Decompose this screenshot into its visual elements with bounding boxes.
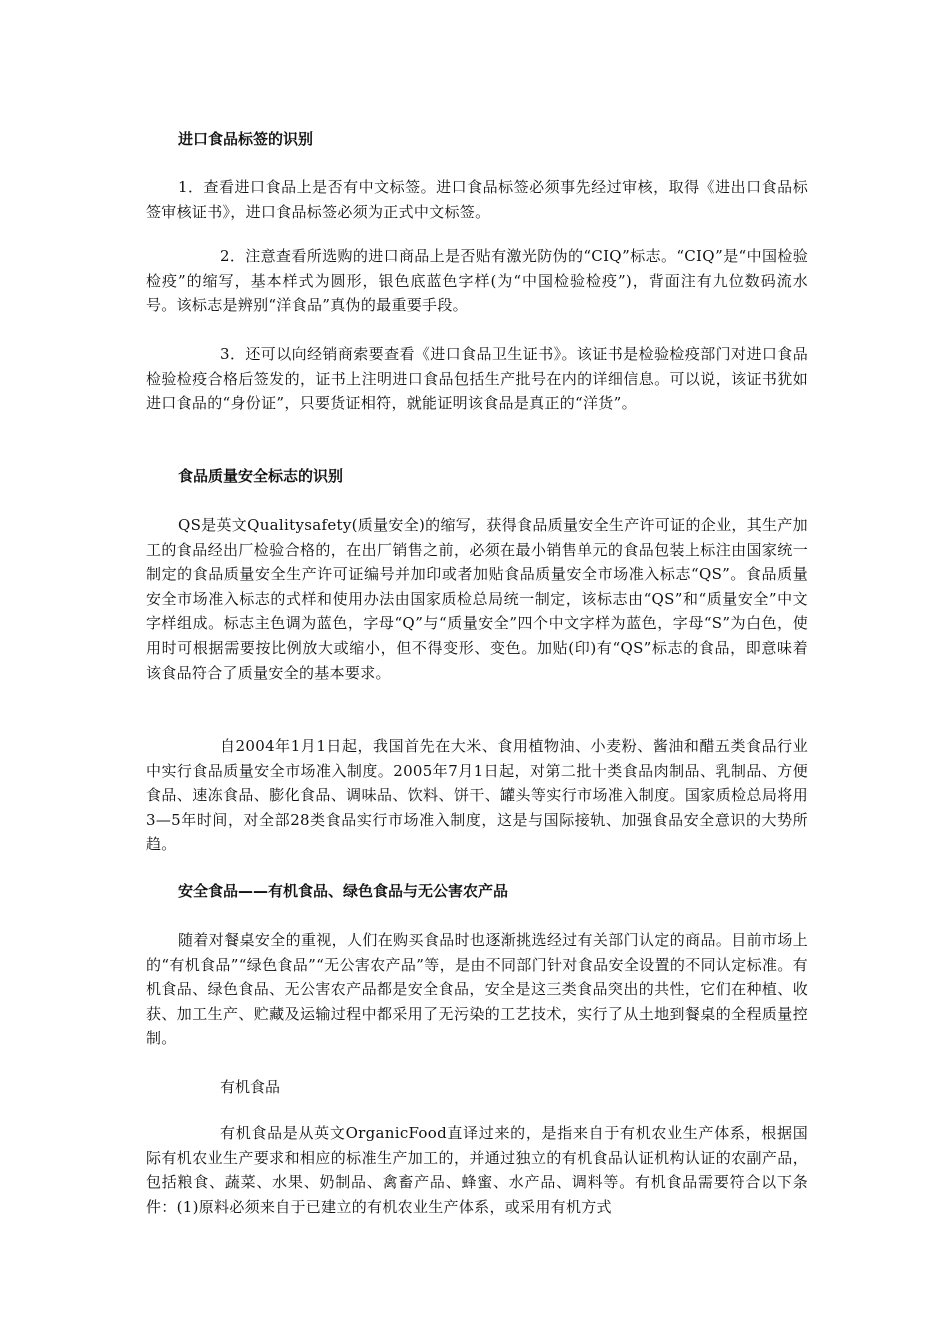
- paragraph-organic-food: 有机食品是从英文OrganicFood直译过来的，是指来自于有机农业生产体系，根据国际有机农业生产要求和相应的标准生产加工的，并通过独立的有机食品认证机构认证的农副产品，包括粮食、蔬菜、水果、奶制品、禽畜产品、蜂蜜、水产品、调料等。有机食品需要符合以下条件：(1)原料必须来自于已建立的有机农业生产体系，或采用有机方式: [146, 1124, 808, 1216]
- paragraph-qs-1: QS是英文Qualitysafety(质量安全)的缩写，获得食品质量安全生产许可证的企业，其生产加工的食品经出厂检验合格的，在出厂销售之前，必须在最小销售单元的食品包装上标注由国家统一制定的食品质量安全生产许可证编号并加印或者加贴食品质量安全市场准入标志“QS”。食品质量安全市场准入标志的式样和使用办法由国家质检总局统一制定，该标志由“QS”和“质量安全”中文字样组成。标志主色调为蓝色，字母“Q”与“质量安全”四个中文字样为蓝色，字母“S”为白色，使用时可根据需要按比例放大或缩小，但不得变形、变色。加贴(印)有“QS”标志的食品，即意味着该食品符合了质量安全的基本要求。: [146, 516, 808, 682]
- section-heading-qs-mark: 食品质量安全标志的识别: [178, 467, 344, 485]
- subheading-organic-food: 有机食品: [220, 1078, 281, 1096]
- paragraph-import-1: 1．查看进口食品上是否有中文标签。进口食品标签必须事先经过审核，取得《进出口食品标签审核证书》，进口食品标签必须为正式中文标签。: [146, 178, 808, 221]
- paragraph-import-3: 3．还可以向经销商索要查看《进口食品卫生证书》。该证书是检验检疫部门对进口食品检验检疫合格后签发的，证书上注明进口食品包括生产批号在内的详细信息。可以说，该证书犹如进口食品的“身份证”，只要货证相符，就能证明该食品是真正的“洋货”。: [146, 345, 808, 413]
- paragraph-qs-2: 自2004年1月1日起，我国首先在大米、食用植物油、小麦粉、酱油和醋五类食品行业中实行食品质量安全市场准入制度。2005年7月1日起，对第二批十类食品肉制品、乳制品、方便食品、速冻食品、膨化食品、调味品、饮料、饼干、罐头等实行市场准入制度。国家质检总局将用3—5年时间，对全部28类食品实行市场准入制度，这是与国际接轨、加强食品安全意识的大势所趋。: [146, 737, 808, 854]
- paragraph-safe-food-1: 随着对餐桌安全的重视，人们在购买食品时也逐渐挑选经过有关部门认定的商品。目前市场上的“有机食品”“绿色食品”“无公害农产品”等，是由不同部门针对食品安全设置的不同认定标准。有机食品、绿色食品、无公害农产品都是安全食品，安全是这三类食品突出的共性，它们在种植、收获、加工生产、贮藏及运输过程中都采用了无污染的工艺技术，实行了从土地到餐桌的全程质量控制。: [146, 931, 808, 1048]
- section-heading-import-label: 进口食品标签的识别: [178, 130, 314, 148]
- section-heading-safe-food: 安全食品——有机食品、绿色食品与无公害农产品: [178, 882, 509, 900]
- paragraph-import-2: 2．注意查看所选购的进口商品上是否贴有激光防伪的“CIQ”标志。“CIQ”是“中国检验检疫”的缩写，基本样式为圆形，银色底蓝色字样(为“中国检验检疫”)，背面注有九位数码流水号。该标志是辨别“洋食品”真伪的最重要手段。: [146, 247, 808, 315]
